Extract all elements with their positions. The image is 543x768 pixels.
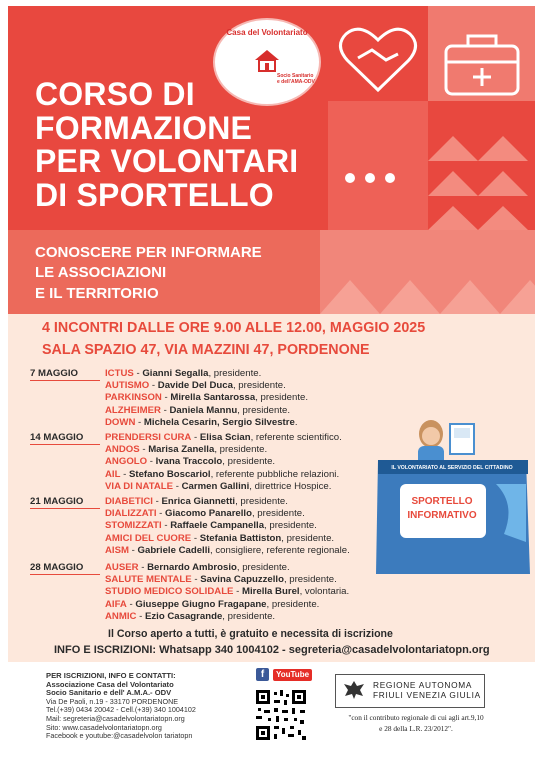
schedule-info: 4 INCONTRI DALLE ORE 9.00 ALLE 12.00, MAGGIO 2025 <box>42 320 426 336</box>
list-item: DIALIZZATI - Giacomo Panarello, presidente. <box>105 508 305 520</box>
region-name: REGIONE AUTONOMA FRIULI VENEZIA GIULIA <box>373 680 481 700</box>
session-list <box>105 368 405 429</box>
course-subtitle <box>35 243 355 304</box>
contacts-org: Associazione Casa del Volontariato <box>46 679 174 689</box>
list-item: PRENDERSI CURA - Elisa Scian, referente scientifico. <box>105 432 342 443</box>
list-item: PARKINSON - Mirella Santarossa, presidente. <box>105 392 308 404</box>
help-desk-illustration <box>376 414 536 574</box>
logo-subtitle: Socio Sanitario e dell'AMA-ODV <box>277 73 315 85</box>
list-item: DOWN - Michela Cesarin, Sergio Silvestre. <box>105 416 298 428</box>
desk-sign-line-2: INFORMATIVO <box>407 510 477 521</box>
funding-note: "con il contributo regionale di cui agli art.9,10 e 28 della L.R. 23/2012". <box>348 713 484 733</box>
social-icons <box>256 668 312 681</box>
qr-code[interactable] <box>254 688 308 742</box>
list-item: AUTISMO - Davide Del Duca, presidente. <box>105 380 286 392</box>
contacts-block <box>46 672 236 741</box>
list-item: AUSER - Bernardo Ambrosio, presidente. <box>105 562 290 573</box>
list-item: AMICI DEL CUORE - Stefania Battiston, presidente. <box>105 532 335 544</box>
title-line: FORMAZIONE <box>35 109 253 146</box>
subtitle-line: LE ASSOCIAZIONI <box>35 264 167 282</box>
list-item: STOMIZZATI - Raffaele Campanella, presidente. <box>105 520 317 532</box>
contacts-address: Via De Paoli, n.19 - 33170 PORDENONE <box>46 696 179 706</box>
title-line: DI SPORTELLO <box>35 176 274 213</box>
contacts-site[interactable]: Sito: www.casadelvolontariatopn.org <box>46 722 162 732</box>
contacts-phone: Tel.(+39) 0434 20042 - Cell.(+39) 340 1004102 <box>46 705 196 715</box>
list-item: ICTUS - Gianni Segalla, presidente. <box>105 368 262 379</box>
list-item: AIL - Stefano Boscariol, referente pubbliche relazioni. <box>105 468 340 480</box>
list-item: STUDIO MEDICO SOLIDALE - Mirella Burel, volontaria. <box>105 586 350 598</box>
youtube-icon[interactable]: YouTube <box>273 669 312 681</box>
list-item: VIA DI NATALE - Carmen Gallini, direttrice Hospice. <box>105 480 332 492</box>
subtitle-line: CONOSCERE PER INFORMARE <box>35 244 262 261</box>
title-line: PER VOLONTARI <box>35 143 299 180</box>
course-note: Il Corso aperto a tutti, è gratuito e necessita di iscrizione <box>108 628 393 640</box>
date-underline <box>30 574 100 575</box>
contacts-org: Socio Sanitario e dell' A.M.A.- ODV <box>46 688 172 698</box>
desk-sign-line-1: SPORTELLO <box>411 496 473 507</box>
list-item: ALZHEIMER - Daniela Mannu, presidente. <box>105 404 291 416</box>
session-date: 14 MAGGIO <box>30 432 84 443</box>
desk-banner-text: IL VOLONTARIATO AL SERVIZIO DEL CITTADINO <box>391 465 513 471</box>
session-date: 7 MAGGIO <box>30 368 78 379</box>
date-underline <box>30 508 100 509</box>
contacts-heading: PER ISCRIZIONI, INFO E CONTATTI: <box>46 671 176 680</box>
session-list <box>105 562 405 623</box>
list-item: DIABETICI - Enrica Giannetti, presidente. <box>105 496 288 507</box>
location-info: SALA SPAZIO 47, VIA MAZZINI 47, PORDENONE <box>42 342 370 358</box>
facebook-icon[interactable]: f <box>256 668 269 681</box>
subtitle-line: E IL TERRITORIO <box>35 284 159 302</box>
list-item: SALUTE MENTALE - Savina Capuzzello, presidente. <box>105 574 337 586</box>
session-list <box>105 496 405 557</box>
contacts-social: Facebook e youtube:@casadelvolon tariatopn <box>46 731 193 741</box>
title-line: CORSO DI <box>35 76 195 112</box>
info-contacts: INFO E ISCRIZIONI: Whatsapp 340 1004102 - segreteria@casadelvolontariatopn.org <box>54 644 490 656</box>
logo-name: Casa del Volontariato <box>226 28 308 37</box>
session-list <box>105 432 405 493</box>
session-date: 21 MAGGIO <box>30 496 84 507</box>
list-item: ANDOS - Marisa Zanella, presidente. <box>105 444 268 456</box>
house-icon <box>253 48 281 72</box>
regione-fvg-logo <box>335 674 485 708</box>
course-title <box>35 78 335 212</box>
list-item: AIFA - Giuseppe Giugno Fragapane, presidente. <box>105 598 320 610</box>
list-item: ANMIC - Ezio Casagrande, presidente. <box>105 610 276 622</box>
date-underline <box>30 380 100 381</box>
list-item: AISM - Gabriele Cadelli, consigliere, referente regionale. <box>105 544 350 556</box>
session-date: 28 MAGGIO <box>30 562 84 573</box>
eagle-emblem-icon <box>342 679 366 701</box>
date-underline <box>30 444 100 445</box>
contacts-mail[interactable]: Mail: segreteria@casadelvolontariatopn.org <box>46 713 185 723</box>
hero-icons-panel <box>328 6 535 230</box>
list-item: ANGOLO - Ivana Traccolo, presidente. <box>105 456 276 468</box>
